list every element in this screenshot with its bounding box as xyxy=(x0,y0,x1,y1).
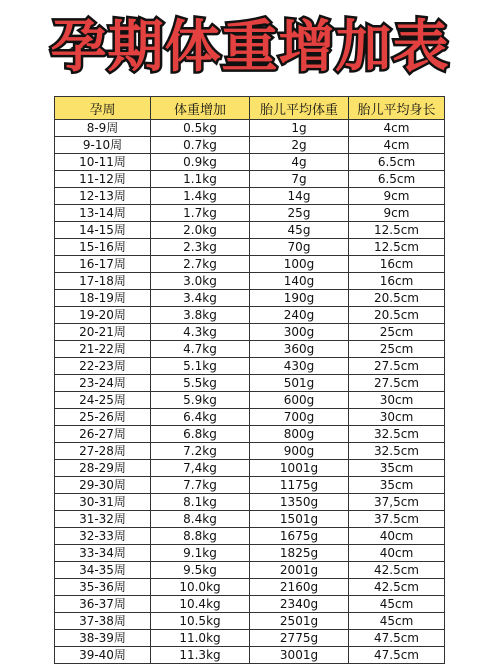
cell-fetal-length: 35cm xyxy=(349,460,445,477)
header-week: 孕周 xyxy=(55,97,151,120)
cell-week: 22-23周 xyxy=(55,358,151,375)
cell-fetal-length: 25cm xyxy=(349,341,445,358)
cell-weight-gain: 7.2kg xyxy=(151,443,250,460)
cell-week: 13-14周 xyxy=(55,205,151,222)
cell-fetal-length: 40cm xyxy=(349,545,445,562)
cell-fetal-length: 12.5cm xyxy=(349,239,445,256)
cell-weight-gain: 0.5kg xyxy=(151,120,250,137)
cell-weight-gain: 7.7kg xyxy=(151,477,250,494)
cell-weight-gain: 1.7kg xyxy=(151,205,250,222)
cell-week: 34-35周 xyxy=(55,562,151,579)
table-row xyxy=(55,324,445,341)
table-row xyxy=(55,579,445,596)
table-row xyxy=(55,460,445,477)
cell-fetal-length: 6.5cm xyxy=(349,154,445,171)
table-row xyxy=(55,375,445,392)
cell-weight-gain: 1.4kg xyxy=(151,188,250,205)
header-weight-gain: 体重增加 xyxy=(151,97,250,120)
table-row xyxy=(55,426,445,443)
cell-fetal-weight: 1825g xyxy=(250,545,349,562)
cell-fetal-weight: 2775g xyxy=(250,630,349,647)
cell-fetal-length: 32.5cm xyxy=(349,443,445,460)
cell-week: 25-26周 xyxy=(55,409,151,426)
cell-fetal-weight: 70g xyxy=(250,239,349,256)
table-row xyxy=(55,545,445,562)
cell-week: 33-34周 xyxy=(55,545,151,562)
cell-weight-gain: 6.8kg xyxy=(151,426,250,443)
cell-weight-gain: 9.5kg xyxy=(151,562,250,579)
cell-fetal-weight: 7g xyxy=(250,171,349,188)
cell-fetal-length: 27.5cm xyxy=(349,358,445,375)
table-row xyxy=(55,256,445,273)
cell-weight-gain: 7,4kg xyxy=(151,460,250,477)
table-row xyxy=(55,409,445,426)
cell-fetal-length: 35cm xyxy=(349,477,445,494)
table-body xyxy=(55,120,445,664)
cell-fetal-length: 32.5cm xyxy=(349,426,445,443)
cell-fetal-length: 20.5cm xyxy=(349,307,445,324)
cell-fetal-length: 45cm xyxy=(349,613,445,630)
cell-weight-gain: 10.4kg xyxy=(151,596,250,613)
cell-weight-gain: 3.4kg xyxy=(151,290,250,307)
cell-fetal-weight: 4g xyxy=(250,154,349,171)
cell-weight-gain: 5.9kg xyxy=(151,392,250,409)
table-row xyxy=(55,273,445,290)
cell-week: 20-21周 xyxy=(55,324,151,341)
table-row xyxy=(55,613,445,630)
cell-fetal-length: 37.5cm xyxy=(349,511,445,528)
cell-week: 35-36周 xyxy=(55,579,151,596)
cell-weight-gain: 2.0kg xyxy=(151,222,250,239)
cell-week: 30-31周 xyxy=(55,494,151,511)
cell-fetal-weight: 2340g xyxy=(250,596,349,613)
table-row xyxy=(55,647,445,664)
cell-fetal-weight: 300g xyxy=(250,324,349,341)
pregnancy-weight-table xyxy=(54,96,445,664)
cell-fetal-weight: 600g xyxy=(250,392,349,409)
cell-weight-gain: 10.5kg xyxy=(151,613,250,630)
cell-week: 32-33周 xyxy=(55,528,151,545)
cell-fetal-weight: 14g xyxy=(250,188,349,205)
table-row xyxy=(55,239,445,256)
table-row xyxy=(55,222,445,239)
cell-fetal-weight: 3001g xyxy=(250,647,349,664)
cell-week: 36-37周 xyxy=(55,596,151,613)
cell-week: 24-25周 xyxy=(55,392,151,409)
cell-week: 15-16周 xyxy=(55,239,151,256)
cell-fetal-weight: 1350g xyxy=(250,494,349,511)
cell-fetal-weight: 430g xyxy=(250,358,349,375)
cell-week: 28-29周 xyxy=(55,460,151,477)
cell-fetal-length: 9cm xyxy=(349,205,445,222)
cell-week: 29-30周 xyxy=(55,477,151,494)
table-row xyxy=(55,154,445,171)
cell-week: 8-9周 xyxy=(55,120,151,137)
table-row xyxy=(55,290,445,307)
cell-fetal-length: 45cm xyxy=(349,596,445,613)
table-row xyxy=(55,511,445,528)
cell-weight-gain: 2.7kg xyxy=(151,256,250,273)
cell-weight-gain: 11.0kg xyxy=(151,630,250,647)
cell-fetal-weight: 45g xyxy=(250,222,349,239)
header-fetal-length: 胎儿平均身长 xyxy=(349,97,445,120)
cell-fetal-weight: 1001g xyxy=(250,460,349,477)
cell-fetal-weight: 360g xyxy=(250,341,349,358)
cell-fetal-weight: 140g xyxy=(250,273,349,290)
table-row xyxy=(55,188,445,205)
table-row xyxy=(55,630,445,647)
cell-fetal-weight: 2160g xyxy=(250,579,349,596)
cell-week: 21-22周 xyxy=(55,341,151,358)
cell-weight-gain: 5.1kg xyxy=(151,358,250,375)
cell-week: 16-17周 xyxy=(55,256,151,273)
cell-fetal-length: 4cm xyxy=(349,137,445,154)
table-row xyxy=(55,120,445,137)
cell-week: 37-38周 xyxy=(55,613,151,630)
cell-week: 17-18周 xyxy=(55,273,151,290)
cell-weight-gain: 3.0kg xyxy=(151,273,250,290)
cell-week: 11-12周 xyxy=(55,171,151,188)
cell-weight-gain: 11.3kg xyxy=(151,647,250,664)
cell-weight-gain: 4.7kg xyxy=(151,341,250,358)
cell-week: 31-32周 xyxy=(55,511,151,528)
cell-fetal-length: 25cm xyxy=(349,324,445,341)
cell-weight-gain: 6.4kg xyxy=(151,409,250,426)
cell-fetal-weight: 2501g xyxy=(250,613,349,630)
cell-week: 23-24周 xyxy=(55,375,151,392)
cell-weight-gain: 8.4kg xyxy=(151,511,250,528)
cell-weight-gain: 3.8kg xyxy=(151,307,250,324)
title-banner xyxy=(0,0,500,96)
cell-fetal-weight: 1175g xyxy=(250,477,349,494)
cell-fetal-length: 47.5cm xyxy=(349,647,445,664)
cell-fetal-length: 16cm xyxy=(349,273,445,290)
cell-fetal-weight: 700g xyxy=(250,409,349,426)
cell-fetal-length: 47.5cm xyxy=(349,630,445,647)
cell-fetal-weight: 1501g xyxy=(250,511,349,528)
cell-fetal-length: 4cm xyxy=(349,120,445,137)
header-fetal-weight: 胎儿平均体重 xyxy=(250,97,349,120)
cell-fetal-weight: 501g xyxy=(250,375,349,392)
table-row xyxy=(55,528,445,545)
table-row xyxy=(55,307,445,324)
table-row xyxy=(55,562,445,579)
table-row xyxy=(55,341,445,358)
table-row xyxy=(55,443,445,460)
table-row xyxy=(55,477,445,494)
page-title: 孕期体重增加表 xyxy=(50,15,450,80)
table-row xyxy=(55,392,445,409)
cell-fetal-length: 27.5cm xyxy=(349,375,445,392)
cell-week: 10-11周 xyxy=(55,154,151,171)
cell-week: 14-15周 xyxy=(55,222,151,239)
cell-fetal-length: 9cm xyxy=(349,188,445,205)
table-row xyxy=(55,205,445,222)
cell-weight-gain: 9.1kg xyxy=(151,545,250,562)
cell-fetal-weight: 25g xyxy=(250,205,349,222)
cell-weight-gain: 10.0kg xyxy=(151,579,250,596)
cell-week: 12-13周 xyxy=(55,188,151,205)
table-row xyxy=(55,171,445,188)
cell-fetal-weight: 2g xyxy=(250,137,349,154)
cell-fetal-weight: 1g xyxy=(250,120,349,137)
cell-fetal-length: 16cm xyxy=(349,256,445,273)
cell-fetal-length: 30cm xyxy=(349,409,445,426)
table-row xyxy=(55,596,445,613)
cell-fetal-length: 30cm xyxy=(349,392,445,409)
cell-weight-gain: 8.8kg xyxy=(151,528,250,545)
cell-fetal-length: 12.5cm xyxy=(349,222,445,239)
table-row xyxy=(55,137,445,154)
cell-fetal-weight: 240g xyxy=(250,307,349,324)
cell-week: 39-40周 xyxy=(55,647,151,664)
cell-week: 9-10周 xyxy=(55,137,151,154)
table-header-row xyxy=(55,97,445,120)
cell-weight-gain: 0.9kg xyxy=(151,154,250,171)
cell-week: 27-28周 xyxy=(55,443,151,460)
table-row xyxy=(55,494,445,511)
cell-fetal-weight: 900g xyxy=(250,443,349,460)
cell-fetal-weight: 100g xyxy=(250,256,349,273)
cell-fetal-length: 6.5cm xyxy=(349,171,445,188)
cell-weight-gain: 2.3kg xyxy=(151,239,250,256)
cell-fetal-weight: 800g xyxy=(250,426,349,443)
table-row xyxy=(55,358,445,375)
cell-weight-gain: 5.5kg xyxy=(151,375,250,392)
cell-fetal-length: 37,5cm xyxy=(349,494,445,511)
cell-fetal-length: 42.5cm xyxy=(349,562,445,579)
cell-fetal-weight: 1675g xyxy=(250,528,349,545)
cell-fetal-length: 20.5cm xyxy=(349,290,445,307)
cell-fetal-weight: 190g xyxy=(250,290,349,307)
cell-fetal-length: 42.5cm xyxy=(349,579,445,596)
cell-weight-gain: 1.1kg xyxy=(151,171,250,188)
cell-week: 18-19周 xyxy=(55,290,151,307)
cell-fetal-weight: 2001g xyxy=(250,562,349,579)
cell-weight-gain: 8.1kg xyxy=(151,494,250,511)
cell-weight-gain: 0.7kg xyxy=(151,137,250,154)
cell-week: 19-20周 xyxy=(55,307,151,324)
cell-weight-gain: 4.3kg xyxy=(151,324,250,341)
cell-week: 26-27周 xyxy=(55,426,151,443)
cell-fetal-length: 40cm xyxy=(349,528,445,545)
cell-week: 38-39周 xyxy=(55,630,151,647)
